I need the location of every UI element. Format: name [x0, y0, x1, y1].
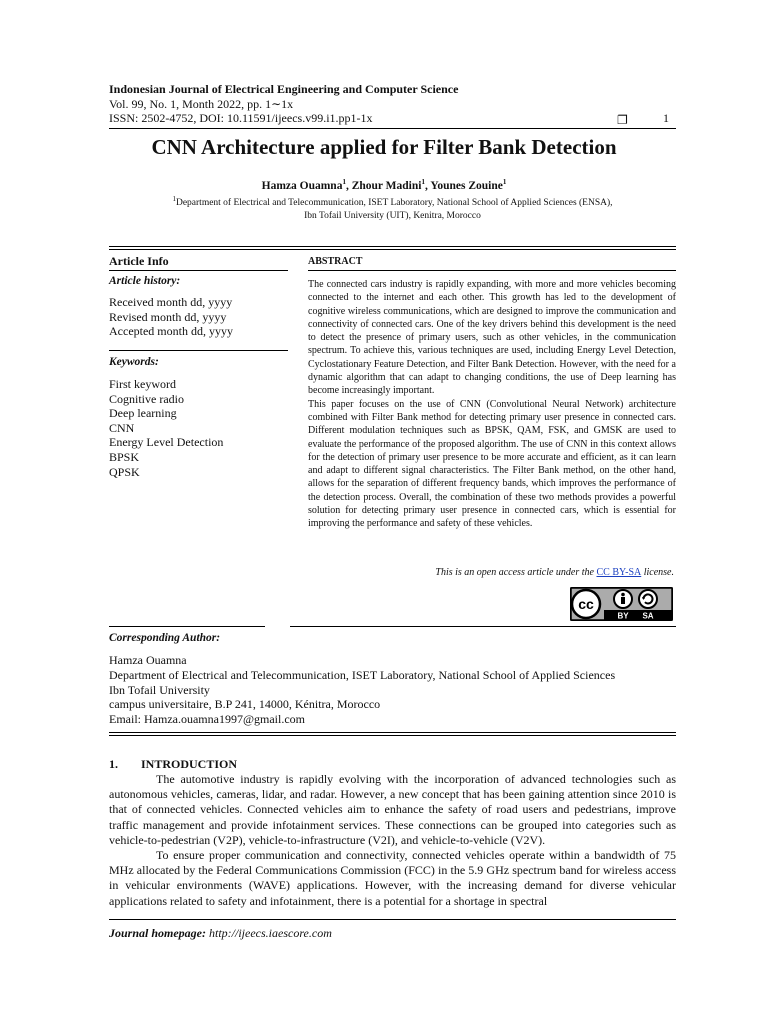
column-rule — [109, 270, 288, 271]
section-number: 1. — [109, 757, 118, 771]
history-item: Received month dd, yyyy — [109, 295, 233, 309]
section-rule — [109, 732, 676, 733]
history-item: Accepted month dd, yyyy — [109, 324, 233, 339]
corresponding-line: Hamza Ouamna — [109, 653, 187, 667]
section-rule — [109, 735, 676, 736]
open-access-text: This is an open access article under the — [435, 567, 597, 578]
keyword-item: QPSK — [109, 464, 140, 479]
author-name: Younes Zouine — [430, 179, 503, 192]
open-access-text: license. — [641, 567, 674, 578]
cc-by-label: BY — [617, 611, 629, 621]
homepage-url[interactable]: http://ijeecs.iaescore.com — [209, 926, 332, 940]
paper-title: CNN Architecture applied for Filter Bank Detection — [151, 135, 617, 159]
keyword-item: Cognitive radio — [109, 391, 184, 406]
affiliation-line: Ibn Tofail University (UIT), Kenitra, Morocco — [304, 210, 481, 221]
abstract-paragraph: The connected cars industry is rapidly expanding, with more and more vehicles becoming connected to the internet and each other. This growth has led to the development of cognitive wireless communications, which are designed to improve the communication and connectivity of connected cars. One of the key drivers behind this development is the need to detect the presence of primary users, such as other vehicles, in the communication spectrum. To achieve this, various techniques are used, including Energy Level Detection, Cyclostationary Feature Detection, and Filter Bank Detection. However, with the need for a dynamic algorithm that can adapt to changing conditions, the use of Deep learning has become increasingly important. — [308, 279, 676, 397]
body-paragraph: To ensure proper communication and connectivity, connected vehicles operate within a bandwidth of 75 MHz allocated by the Federal Communications Commission (FCC) in the 5.9 GHz spectrum band for wireless access in vehicular environments (WAVE) applications. However, with the increasing demand for diverse vehicular applications related to safety and infotainment, there is a potential for a shortage in spectral — [109, 848, 676, 908]
page-number: 1 — [663, 111, 669, 125]
checkbox-icon: ❐ — [617, 113, 628, 127]
cc-by-sa-badge[interactable] — [570, 587, 673, 621]
journal-homepage — [109, 926, 332, 941]
journal-name: Indonesian Journal of Electrical Engineering and Computer Science — [109, 82, 459, 96]
section-rule — [109, 249, 676, 250]
cc-by-sa-link[interactable]: CC BY-SA — [596, 567, 642, 578]
keywords-heading: Keywords: — [109, 356, 159, 368]
header-rule — [109, 128, 676, 129]
section-rule — [109, 246, 676, 247]
keyword-item: Deep learning — [109, 406, 177, 421]
corresponding-author-details — [109, 653, 615, 727]
affiliation-mark: 1 — [172, 195, 176, 203]
column-rule — [109, 350, 288, 351]
footer-rule — [109, 919, 676, 920]
corresponding-line: Department of Electrical and Telecommunication, ISET Laboratory, National School of Applied Sciences — [109, 667, 616, 682]
author-affiliation-mark: 1 — [421, 178, 425, 186]
open-access-note — [308, 567, 674, 578]
abstract-heading: ABSTRACT — [308, 256, 363, 267]
volume-line: Vol. 99, No. 1, Month 2022, pp. 1∼1x — [109, 97, 294, 111]
section-title: INTRODUCTION — [141, 757, 238, 771]
column-rule — [109, 626, 265, 627]
corresponding-author-heading: Corresponding Author: — [109, 632, 221, 644]
corresponding-email[interactable]: Email: Hamza.ouamna1997@gmail.com — [109, 712, 305, 727]
keyword-item: CNN — [109, 420, 135, 435]
author-affiliation-mark: 1 — [342, 178, 346, 186]
abstract-text — [308, 278, 676, 531]
history-item: Revised month dd, yyyy — [109, 309, 227, 324]
author-name: Zhour Madini — [351, 179, 422, 192]
abstract-paragraph: This paper focuses on the use of CNN (Convolutional Neural Network) architecture combined with Filter Bank method for detecting primary user presence in connected cars. Different modulation techniques such as BPSK, QAM, FSK, and GMSK are used to evaluate the performance of the proposed algorithm. The use of CNN in this context allows for the detection of primary user presence to be more accurate and efficient, as it can learn and adapt to different signal characteristics. The Filter Bank method, on the other hand, allows for the separation of different frequency bands, which improves the performance of the detection process. Overall, the combination of these two methods provides a powerful solution for detecting primary user presence in connected cars, which is essential for improving the performance and safety of these vehicles. — [308, 398, 676, 530]
by-person-icon — [621, 593, 625, 597]
keyword-item: First keyword — [109, 377, 176, 391]
article-history — [109, 295, 233, 339]
issn-doi-line: ISSN: 2502-4752, DOI: 10.11591/ijeecs.v99.i1.pp1-1x — [109, 111, 373, 125]
cc-icon: cc — [578, 596, 594, 612]
body-text — [109, 772, 676, 909]
body-paragraph: The automotive industry is rapidly evolving with the incorporation of advanced technologies such as autonomous vehicles, cameras, lidar, and radar. However, a new concept that has been gaining attention since 2010 is that of connected vehicles. Connected vehicles aim to enhance the safety of road users and pedestrians, improve traffic management and provide infotainment services. These connections can be grouped into categories such as vehicle-to-pedestrian (V2P), vehicle-to-infrastructure (V2I), and vehicle-to-vehicle (V2V). — [109, 772, 676, 847]
section-heading — [109, 757, 237, 772]
column-rule — [308, 270, 676, 271]
keyword-item: Energy Level Detection — [109, 435, 224, 450]
affiliation-line: Department of Electrical and Telecommunication, ISET Laboratory, National School of Applied Sciences (ENSA), — [175, 198, 613, 209]
author-name: Hamza Ouamna — [261, 179, 343, 192]
cc-sa-label: SA — [642, 611, 654, 621]
article-info-heading: Article Info — [109, 254, 169, 268]
corresponding-line: campus universitaire, B.P 241, 14000, Kénitra, Morocco — [109, 697, 381, 712]
article-history-heading: Article history: — [109, 275, 181, 287]
author-list: Hamza Ouamna$^1$, Zhour Madini$^1$, Younes Zouine$^1$ — [261, 178, 507, 192]
homepage-label: Journal homepage: — [109, 926, 207, 940]
author-affiliation-mark: 1 — [502, 178, 507, 186]
keyword-list — [109, 377, 223, 479]
corresponding-line: Ibn Tofail University — [109, 682, 210, 697]
column-rule — [290, 626, 676, 627]
affiliation — [109, 193, 676, 222]
keyword-item: BPSK — [109, 449, 140, 464]
